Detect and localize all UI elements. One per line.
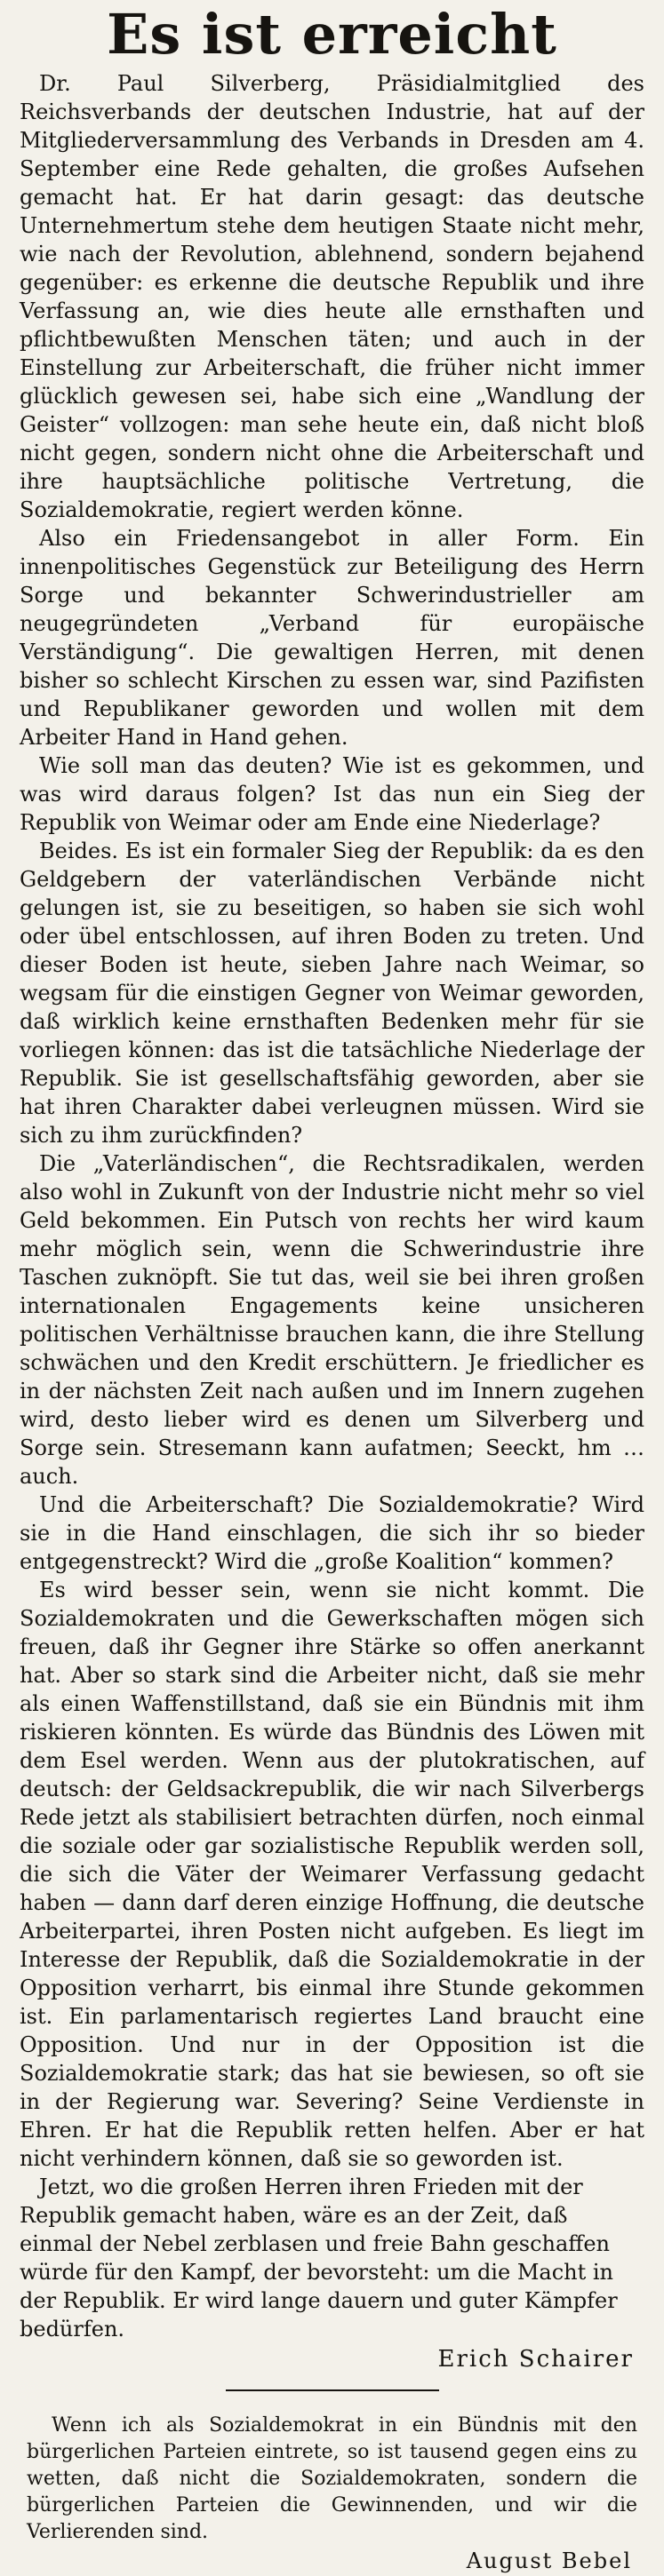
article-paragraph: Wie soll man das deuten? Wie ist es gekommen, und was wird daraus folgen? Ist das nun ein Sieg der Republik von Weimar oder am Ende eine Niederlage? [20, 753, 644, 835]
article-paragraph: Die „Vaterländischen“, die Rechtsradikalen, werden also wohl in Zukunft von der Industrie nicht mehr so viel Geld bekommen. Ein Putsch von rechts her wird kaum mehr möglich sein, wenn die Schwerindustrie ihre Taschen zuknöpft. Sie tut das, weil sie bei ihren großen internationalen Engagements keine unsicheren politischen Verhältnisse brauchen kann, die ihre Stellung schwächen und den Kredit erschüttern. Je friedlicher es in der nächsten Zeit nach außen und im Innern zugehen wird, desto lieber wird es denen um Silverberg und Sorge sein. Stresemann kann aufatmen; Seeckt, hm … auch. [20, 1151, 644, 1489]
article-title: Es ist erreicht [107, 2, 557, 67]
article-paragraph: Beides. Es ist ein formaler Sieg der Republik: da es den Geldgebern der vaterländischen Verbände nicht gelungen ist, sie zu beseitigen, so haben sie sich wohl oder übel entschlossen, auf ihren Boden zu treten. Und dieser Boden ist heute, sieben Jahre nach Weimar, so wegsam für die einstigen Gegner von Weimar geworden, daß wirklich keine ernsthaften Bedenken mehr für sie vorliegen können: das ist die tatsächliche Niederlage der Republik. Sie ist gesellschaftsfähig geworden, aber sie hat ihren Charakter dabei verleugnen müssen. Wird sie sich zu ihm zurückfinden? [20, 839, 644, 1148]
article-paragraph: Und die Arbeiterschaft? Die Sozialdemokratie? Wird sie in die Hand einschlagen, die sich ihr so bieder entgegenstreckt? Wird die „große Koalition“ kommen? [20, 1492, 644, 1574]
article-paragraph: Dr. Paul Silverberg, Präsidialmitglied des Reichsverbands der deutschen Industrie, hat auf der Mitgliederversammlung des Verbands in Dresden am 4. September eine Rede gehalten, die großes Aufsehen gemacht hat. Er hat darin gesagt: das deutsche Unternehmertum stehe dem heutigen Staate nicht mehr, wie nach der Revolution, ablehnend, sondern bejahend gegenüber: es erkenne die deutsche Republik und ihre Verfassung an, wie dies heute alle ernsthaften und pflichtbewußten Menschen täten; und auch in der Einstellung zur Arbeiterschaft, die früher nicht immer glücklich gewesen sei, habe sich eine „Wandlung der Geister“ vollzogen: man sehe heute ein, daß nicht bloß nicht gegen, sondern nicht ohne die Arbeiterschaft und ihre hauptsächliche politische Vertretung, die Sozialdemokratie, regiert werden könne. [20, 71, 644, 522]
divider [226, 2389, 439, 2391]
article-author: Erich Schairer [437, 2346, 634, 2373]
article-body [20, 69, 644, 2343]
quote-author: August Bebel [466, 2548, 632, 2573]
article-paragraph: Jetzt, wo die großen Herren ihren Frieden mit der Republik gemacht haben, wäre es an der Zeit, daß einmal der Nebel zerblasen und freie Bahn geschaffen würde für den Kampf, der bevorsteht: um die Macht in der Republik. Er wird lange dauern und guter Kämpfer bedürfen. [20, 2174, 618, 2341]
article-paragraph: Es wird besser sein, wenn sie nicht kommt. Die Sozialdemokraten und die Gewerkschaften mögen sich freuen, daß ihr Gegner ihre Stärke so offen anerkannt hat. Aber so stark sind die Arbeiter nicht, daß sie mehr als einen Waffenstillstand, daß sie ein Bündnis mit ihm riskieren könnten. Es würde das Bündnis des Löwen mit dem Esel werden. Wenn aus der plutokratischen, auf deutsch: der Geldsackrepublik, die wir nach Silverbergs Rede jetzt als stabilisiert betrachten dürfen, noch einmal die soziale oder gar sozialistische Republik werden soll, die sich die Väter der Weimarer Verfassung gedacht haben — dann darf deren einzige Hoffnung, die deutsche Arbeiterpartei, ihren Posten nicht aufgeben. Es liegt im Interesse der Republik, daß die Sozialdemokratie in der Opposition verharrt, bis einmal ihre Stunde gekommen ist. Ein parlamentarisch regiertes Land braucht eine Opposition. Und nur in der Opposition ist die Sozialdemokratie stark; das hat sie bewiesen, so oft sie in der Regierung war. Severing? Seine Verdienste in Ehren. Er hat die Republik retten helfen. Aber er hat nicht verhindern können, daß sie so geworden ist. [20, 1578, 644, 2171]
quote-block [20, 2413, 644, 2546]
article-paragraph: Also ein Friedensangebot in aller Form. Ein innenpolitisches Gegenstück zur Beteiligung des Herrn Sorge und bekannter Schwerindustrieller am neugegründeten „Verband für europäische Verständigung“. Die gewaltigen Herren, mit denen bisher so schlecht Kirschen zu essen war, sind Pazifisten und Republikaner geworden und wollen mit dem Arbeiter Hand in Hand gehen. [20, 526, 644, 750]
quote-text: Wenn ich als Sozialdemokrat in ein Bündnis mit den bürgerlichen Parteien eintrete, so ist tausend gegen eins zu wetten, daß nicht die Sozialdemokraten, sondern die bürgerlichen Parteien die Gewinnenden, und wir die Verlierenden sind. [27, 2414, 637, 2543]
